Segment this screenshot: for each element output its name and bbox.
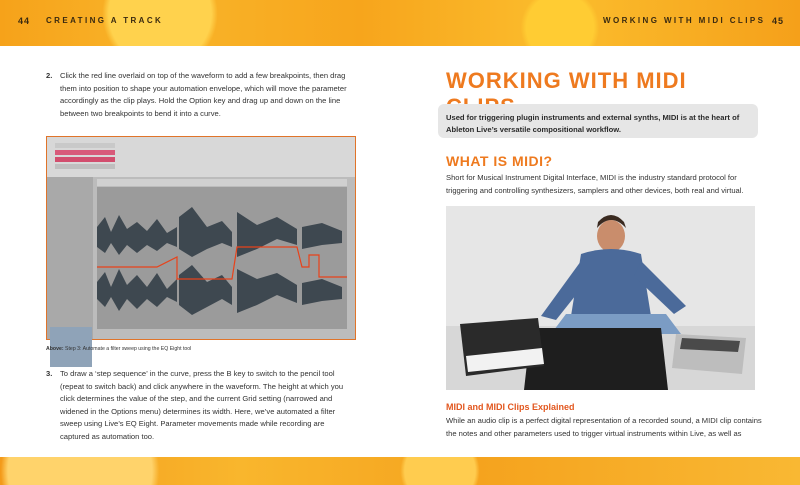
- daw-left-panel: [47, 177, 93, 339]
- section-body: Short for Musical Instrument Digital Interface, MIDI is the industry standard protocol for triggering and controlling synthesizers, samplers and other devices, both real and virtual.: [446, 173, 744, 195]
- daw-ruler: [97, 179, 347, 186]
- left-page-number: 44: [18, 16, 31, 26]
- right-running-head: WORKING WITH MIDI CLIPS: [603, 16, 766, 25]
- photo-boy-with-keyboard: [446, 206, 755, 390]
- intro-text: Used for triggering plugin instruments and external synths, MIDI is at the heart of Ableton Live’s versatile compositional workflow.: [446, 113, 740, 134]
- figure-caption: [46, 346, 191, 352]
- step-3-text: To draw a ‘step sequence’ in the curve, press the B key to switch to the pencil tool (repeat to switch back) and click anywhere in the waveform. The height at which you click determines the value of the step, and the current Grid setting (narrowed and widened in the Options menu) determines its width. Here, we’ve automated a filter sweep using Live’s EQ Eight. Parameter movements made while recording are captured as automation too.: [60, 369, 344, 441]
- daw-screenshot: [46, 136, 356, 340]
- footer-band: [0, 457, 800, 485]
- page-title: WORKING WITH MIDI: [446, 68, 687, 93]
- right-page-number: 45: [772, 16, 785, 26]
- section-heading: WHAT IS MIDI?: [446, 153, 553, 169]
- subheading-body: While an audio clip is a perfect digital representation of a recorded sound, a MIDI clip contains the notes and other parameters used to trigger virtual instruments within Live, as well as: [446, 416, 762, 438]
- caption-label: Above:: [46, 346, 64, 352]
- left-running-head: CREATING A TRACK: [46, 16, 164, 25]
- step-3-number: 3.: [46, 369, 53, 378]
- step-2: [46, 70, 356, 120]
- step-3: [46, 368, 356, 444]
- daw-track-area: [47, 137, 355, 177]
- intro-callout: [438, 104, 758, 138]
- subheading: MIDI and MIDI Clips Explained: [446, 402, 575, 412]
- step-2-number: 2.: [46, 71, 53, 80]
- header-band: [0, 0, 800, 46]
- caption-text: Step 3: Automate a filter sweep using the EQ Eight tool: [63, 346, 192, 352]
- step-2-text: Click the red line overlaid on top of the waveform to add a few breakpoints, then drag them into position to shape your automation envelope, which will move the parameter accordingly as the clip plays. Hold the Option key and drag up and down on the line between two breakpoints to bend it into a curve.: [60, 71, 347, 118]
- waveform-editor: [97, 187, 347, 329]
